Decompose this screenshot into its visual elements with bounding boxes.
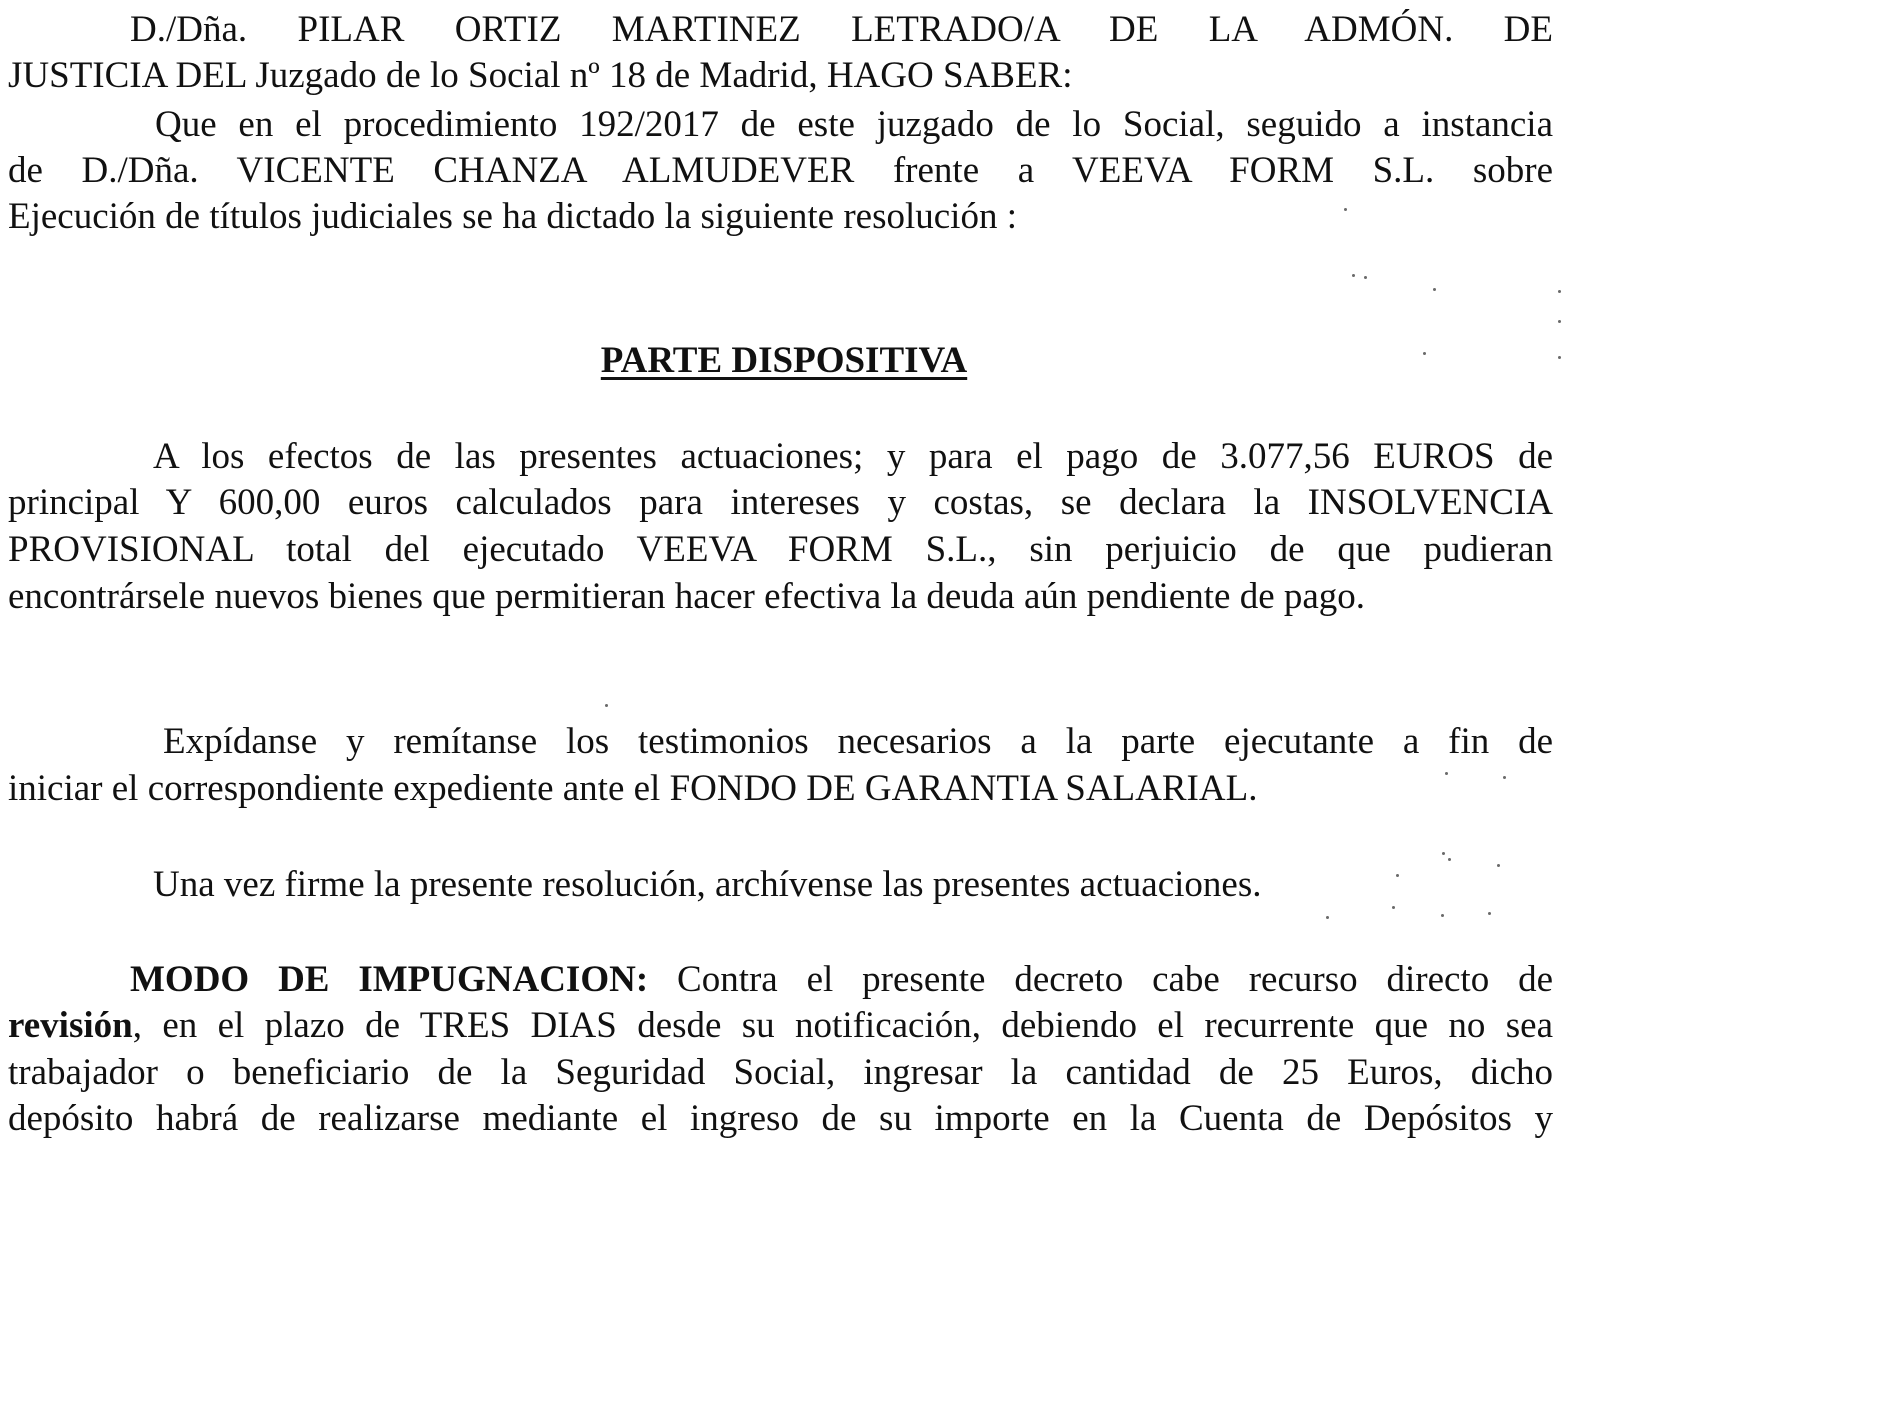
scan-speck xyxy=(1396,874,1399,877)
insolvency-line-2: principal Y 600,00 euros calculados para intereses y costas, se declara la INSOLVENCIA xyxy=(8,482,1553,523)
section-heading: PARTE DISPOSITIVA xyxy=(600,340,968,381)
testimonies-line-2: iniciar el correspondiente expediente ante el FONDO DE GARANTIA SALARIAL. xyxy=(8,768,1258,809)
scan-speck xyxy=(1488,912,1491,915)
challenge-line-4: depósito habrá de realizarse mediante el ingreso de su importe en la Cuenta de Depósitos y xyxy=(8,1098,1553,1139)
challenge-line-3: trabajador o beneficiario de la Seguridad Social, ingresar la cantidad de 25 Euros, dicho xyxy=(8,1052,1553,1093)
scan-speck xyxy=(1503,776,1506,779)
challenge-line-1-text: Contra el presente decreto cabe recurso directo de xyxy=(648,959,1553,1000)
scan-speck xyxy=(1558,290,1561,293)
archive-line: Una vez firme la presente resolución, archívense las presentes actuaciones. xyxy=(153,864,1262,905)
intro-line-1: D./Dña. PILAR ORTIZ MARTINEZ LETRADO/A DE LA ADMÓN. DE xyxy=(130,9,1553,50)
scan-speck xyxy=(605,704,608,707)
scan-speck xyxy=(1445,772,1448,775)
scan-speck xyxy=(1433,288,1436,291)
intro-line-2: JUSTICIA DEL Juzgado de lo Social nº 18 de Madrid, HAGO SABER: xyxy=(8,55,1073,96)
insolvency-line-3: PROVISIONAL total del ejecutado VEEVA FORM S.L., sin perjuicio de que pudieran xyxy=(8,529,1553,570)
revision-term: revisión xyxy=(8,1005,133,1046)
challenge-line-2-text: , en el plazo de TRES DIAS desde su notificación, debiendo el recurrente que no sea xyxy=(132,1005,1553,1046)
challenge-line-2 xyxy=(8,1003,1553,1049)
procedure-line-1: Que en el procedimiento 192/2017 de este juzgado de lo Social, seguido a instancia xyxy=(155,104,1553,145)
scan-speck xyxy=(1441,914,1444,917)
challenge-label: MODO DE IMPUGNACION: xyxy=(130,959,649,1000)
procedure-line-3: Ejecución de títulos judiciales se ha dictado la siguiente resolución : xyxy=(8,196,1017,237)
scan-speck xyxy=(1326,916,1329,919)
scan-speck xyxy=(1392,906,1395,909)
insolvency-line-1: A los efectos de las presentes actuaciones; y para el pago de 3.077,56 EUROS de xyxy=(153,436,1553,477)
scan-speck xyxy=(1364,276,1367,279)
scan-speck xyxy=(1558,356,1561,359)
insolvency-line-4: encontrársele nuevos bienes que permitieran hacer efectiva la deuda aún pendiente de pago. xyxy=(8,576,1366,617)
scan-speck xyxy=(1497,864,1500,867)
challenge-line-1 xyxy=(130,957,1553,1003)
scan-speck xyxy=(1352,274,1355,277)
scan-speck xyxy=(1344,208,1347,211)
scan-speck xyxy=(1448,858,1451,861)
scan-speck xyxy=(1442,852,1445,855)
testimonies-line-1: Expídanse y remítanse los testimonios necesarios a la parte ejecutante a fin de xyxy=(163,721,1553,762)
scan-speck xyxy=(1558,320,1561,323)
procedure-line-2: de D./Dña. VICENTE CHANZA ALMUDEVER frente a VEEVA FORM S.L. sobre xyxy=(8,150,1553,191)
scan-speck xyxy=(1423,352,1426,355)
